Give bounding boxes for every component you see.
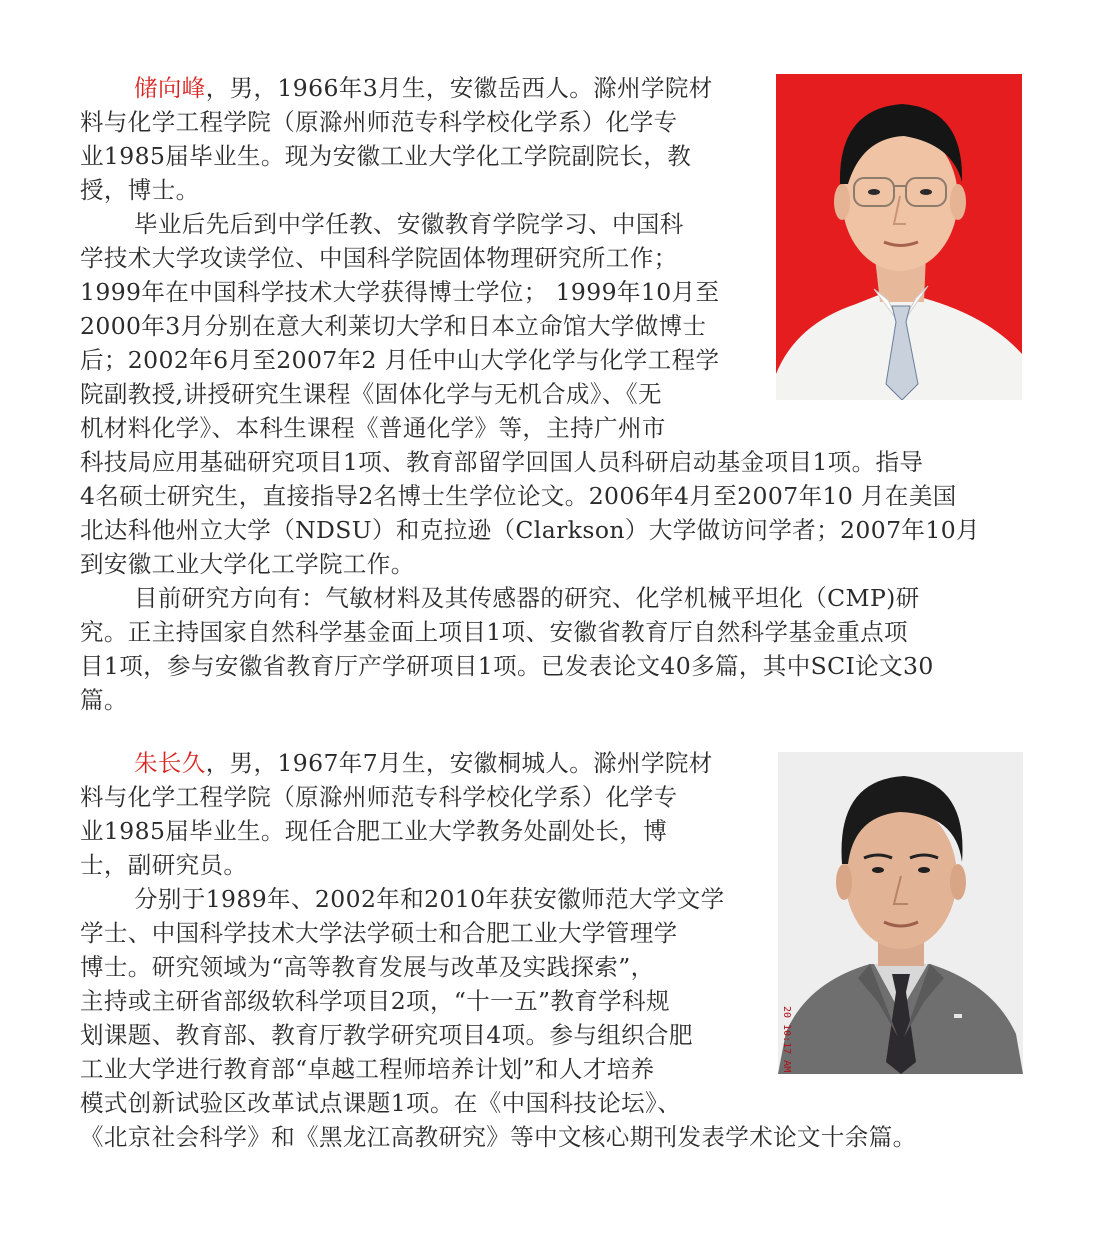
- paragraph-line: 篇。: [80, 686, 128, 714]
- paragraph-line: 4名硕士研究生，直接指导2名博士生学位论文。2006年4月至2007年10 月在美国: [80, 482, 957, 510]
- paragraph-line: 1999年在中国科学技术大学获得博士学位； 1999年10月至: [80, 278, 720, 306]
- paragraph-line: 毕业后先后到中学任教、安徽教育学院学习、中国科: [134, 210, 684, 238]
- paragraph-line: 到安徽工业大学化工学院工作。: [80, 550, 415, 578]
- paragraph-line: 业1985届毕业生。现任合肥工业大学教务处副处长，博: [80, 817, 668, 845]
- paragraph-line: 究。正主持国家自然科学基金面上项目1项、安徽省教育厅自然科学基金重点项: [80, 618, 908, 646]
- paragraph-line: 模式创新试验区改革试点课题1项。在《中国科技论坛》、: [80, 1089, 682, 1117]
- paragraph-line: 授，博士。: [80, 176, 200, 204]
- portrait-photo: [776, 74, 1022, 400]
- paragraph-line: 目前研究方向有：气敏材料及其传感器的研究、化学机械平坦化（CMP)研: [134, 584, 920, 612]
- paragraph-line: 料与化学工程学院（原滁州师范专科学校化学系）化学专: [80, 783, 678, 811]
- paragraph-line: 士，副研究员。: [80, 851, 248, 879]
- paragraph-line: 《北京社会科学》和《黑龙江高教研究》等中文核心期刊发表学术论文十余篇。: [80, 1123, 917, 1151]
- paragraph-line: 北达科他州立大学（NDSU）和克拉逊（Clarkson）大学做访问学者；2007年10月: [80, 516, 980, 544]
- paragraph-line: 学士、中国科学技术大学法学硕士和合肥工业大学管理学: [80, 919, 678, 947]
- profile-1-line-1: 储向峰，男，1966年3月生，安徽岳西人。滁州学院材: [134, 74, 713, 102]
- person-name: 储向峰: [134, 74, 206, 102]
- paragraph-line: 机材料化学》、本科生课程《普通化学》等，主持广州市: [80, 414, 666, 442]
- paragraph-line: 工业大学进行教育部“卓越工程师培养计划”和人才培养: [80, 1055, 655, 1083]
- paragraph-line: 料与化学工程学院（原滁州师范专科学校化学系）化学专: [80, 108, 678, 136]
- paragraph-line: 科技局应用基础研究项目1项、教育部留学回国人员科研启动基金项目1项。指导: [80, 448, 924, 476]
- person-name: 朱长久: [134, 749, 206, 777]
- paragraph-line: 主持或主研省部级软科学项目2项，“十一五”教育学科规: [80, 987, 670, 1015]
- photo-date-stamp: 20 10:17 AM: [781, 1006, 792, 1073]
- paragraph-line: 划课题、教育部、教育厅教学研究项目4项。参与组织合肥: [80, 1021, 693, 1049]
- paragraph-line: 目1项，参与安徽省教育厅产学研项目1项。已发表论文40多篇，其中SCI论文30: [80, 652, 934, 680]
- paragraph-line: 分别于1989年、2002年和2010年获安徽师范大学文学: [134, 885, 725, 913]
- paragraph-line: 博士。研究领域为“高等教育发展与改革及实践探索”，: [80, 953, 655, 981]
- paragraph-line: 2000年3月分别在意大利莱切大学和日本立命馆大学做博士: [80, 312, 707, 340]
- paragraph-line: 业1985届毕业生。现为安徽工业大学化工学院副院长，教: [80, 142, 692, 170]
- paragraph-line: 学技术大学攻读学位、中国科学院固体物理研究所工作；: [80, 244, 678, 272]
- paragraph-line: 后；2002年6月至2007年2 月任中山大学化学与化学工程学: [80, 346, 720, 374]
- profile-2-line-1: 朱长久，男，1967年7月生，安徽桐城人。滁州学院材: [134, 749, 713, 777]
- portrait-photo: [778, 752, 1023, 1074]
- paragraph-line: 院副教授,讲授研究生课程《固体化学与无机合成》、《无: [80, 380, 662, 408]
